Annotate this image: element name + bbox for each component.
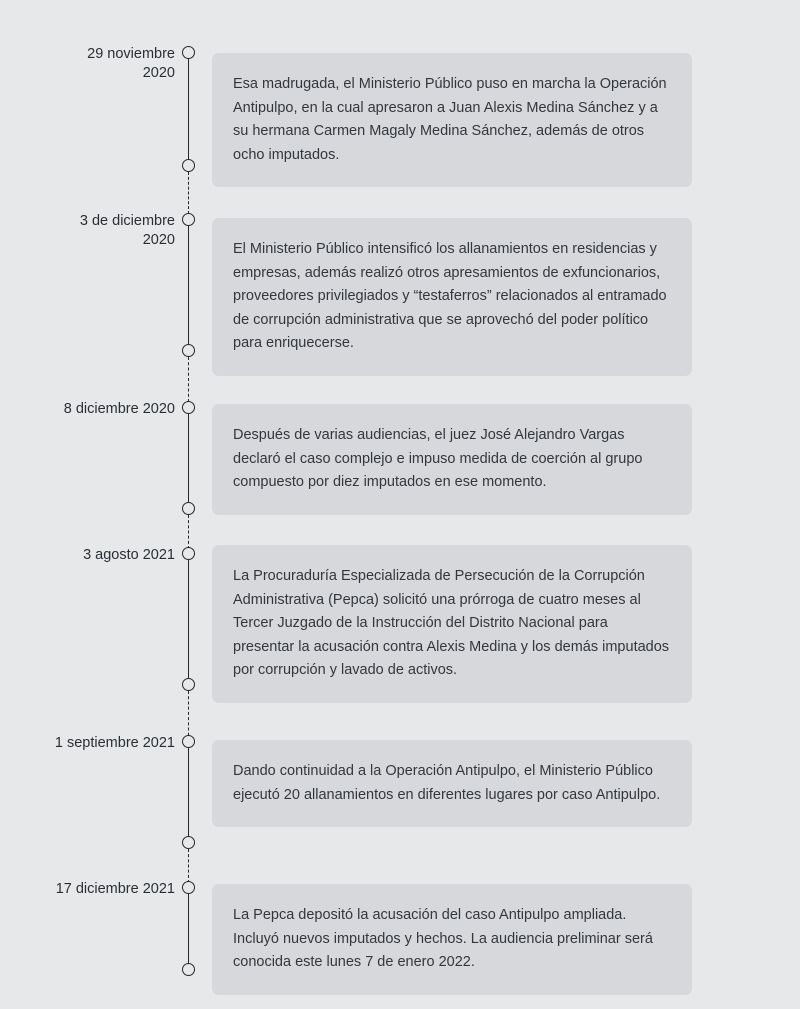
timeline-rail-solid bbox=[188, 748, 189, 842]
timeline-entry-date: 8 diciembre 2020 bbox=[63, 401, 175, 417]
timeline-node-end-icon bbox=[182, 963, 195, 976]
timeline-rail-dashed bbox=[188, 849, 189, 883]
timeline-entry-card bbox=[212, 53, 692, 187]
timeline-entry-text: Después de varias audiencias, el juez José Alejandro Vargas declaró el caso complejo e impuso medida de coerción al grupo compuesto por diez imputados en ese momento. bbox=[233, 427, 643, 490]
timeline-node-end-icon bbox=[182, 502, 195, 515]
timeline-entry-date: 29 noviembre 2020 bbox=[87, 46, 175, 81]
timeline-entry-date: 1 septiembre 2021 bbox=[54, 735, 175, 751]
timeline-rail-dashed bbox=[188, 515, 189, 549]
timeline-entry-text: Esa madrugada, el Ministerio Público puso en marcha la Operación Antipulpo, en la cual apresaron a Juan Alexis Medina Sánchez y a su hermana Carmen Magaly Medina Sánchez, además de otros ocho imputados. bbox=[233, 76, 667, 163]
timeline-node-end-icon bbox=[182, 159, 195, 172]
timeline-rail-solid bbox=[188, 226, 189, 350]
timeline-node-end-icon bbox=[182, 344, 195, 357]
timeline-entry-card bbox=[212, 545, 692, 703]
timeline-rail-solid bbox=[188, 59, 189, 159]
timeline-rail-solid bbox=[188, 414, 189, 508]
timeline-node-start-icon bbox=[182, 401, 195, 414]
timeline-entry-date: 3 agosto 2021 bbox=[83, 547, 175, 563]
timeline-entry-text: Dando continuidad a la Operación Antipulpo, el Ministerio Público ejecutó 20 allanamientos en diferentes lugares por caso Antipulpo. bbox=[233, 763, 661, 803]
timeline-rail-solid bbox=[188, 560, 189, 684]
timeline-rail-dashed bbox=[188, 357, 189, 402]
timeline-node-end-icon bbox=[182, 678, 195, 691]
timeline-node-start-icon bbox=[182, 213, 195, 226]
timeline-entry-date: 3 de diciembre 2020 bbox=[79, 213, 175, 248]
timeline-node-start-icon bbox=[182, 46, 195, 59]
timeline-entry-text: La Procuraduría Especializada de Persecución de la Corrupción Administrativa (Pepca) solicitó una prórroga de cuatro meses al Tercer Juzgado de la Instrucción del Distrito Nacional para presentar la acusación contra Alexis Medina y los demás imputados por corrupción y lavado de activos. bbox=[233, 568, 670, 678]
timeline-rail-dashed bbox=[188, 691, 189, 741]
timeline-rail-solid bbox=[188, 894, 189, 969]
timeline-rail-dashed bbox=[188, 172, 189, 214]
timeline-entry-text: El Ministerio Público intensificó los allanamientos en residencias y empresas, además realizó otros apresamientos de exfuncionarios, proveedores privilegiados y “testaferros” relacionados al entramado de corrupción administrativa que se aprovechó del poder político para enriquecerse. bbox=[233, 241, 667, 351]
timeline-entry-card bbox=[212, 404, 692, 515]
timeline-node-end-icon bbox=[182, 836, 195, 849]
timeline-node-start-icon bbox=[182, 881, 195, 894]
timeline-entry-card bbox=[212, 884, 692, 995]
timeline-node-start-icon bbox=[182, 735, 195, 748]
timeline-node-start-icon bbox=[182, 547, 195, 560]
timeline-entry-date: 17 diciembre 2021 bbox=[55, 881, 175, 897]
timeline-entry-card bbox=[212, 218, 692, 376]
timeline-entry-text: La Pepca depositó la acusación del caso Antipulpo ampliada. Incluyó nuevos imputados y hechos. La audiencia preliminar será conocida este lunes 7 de enero 2022. bbox=[233, 907, 653, 970]
timeline-entry-card bbox=[212, 740, 692, 827]
